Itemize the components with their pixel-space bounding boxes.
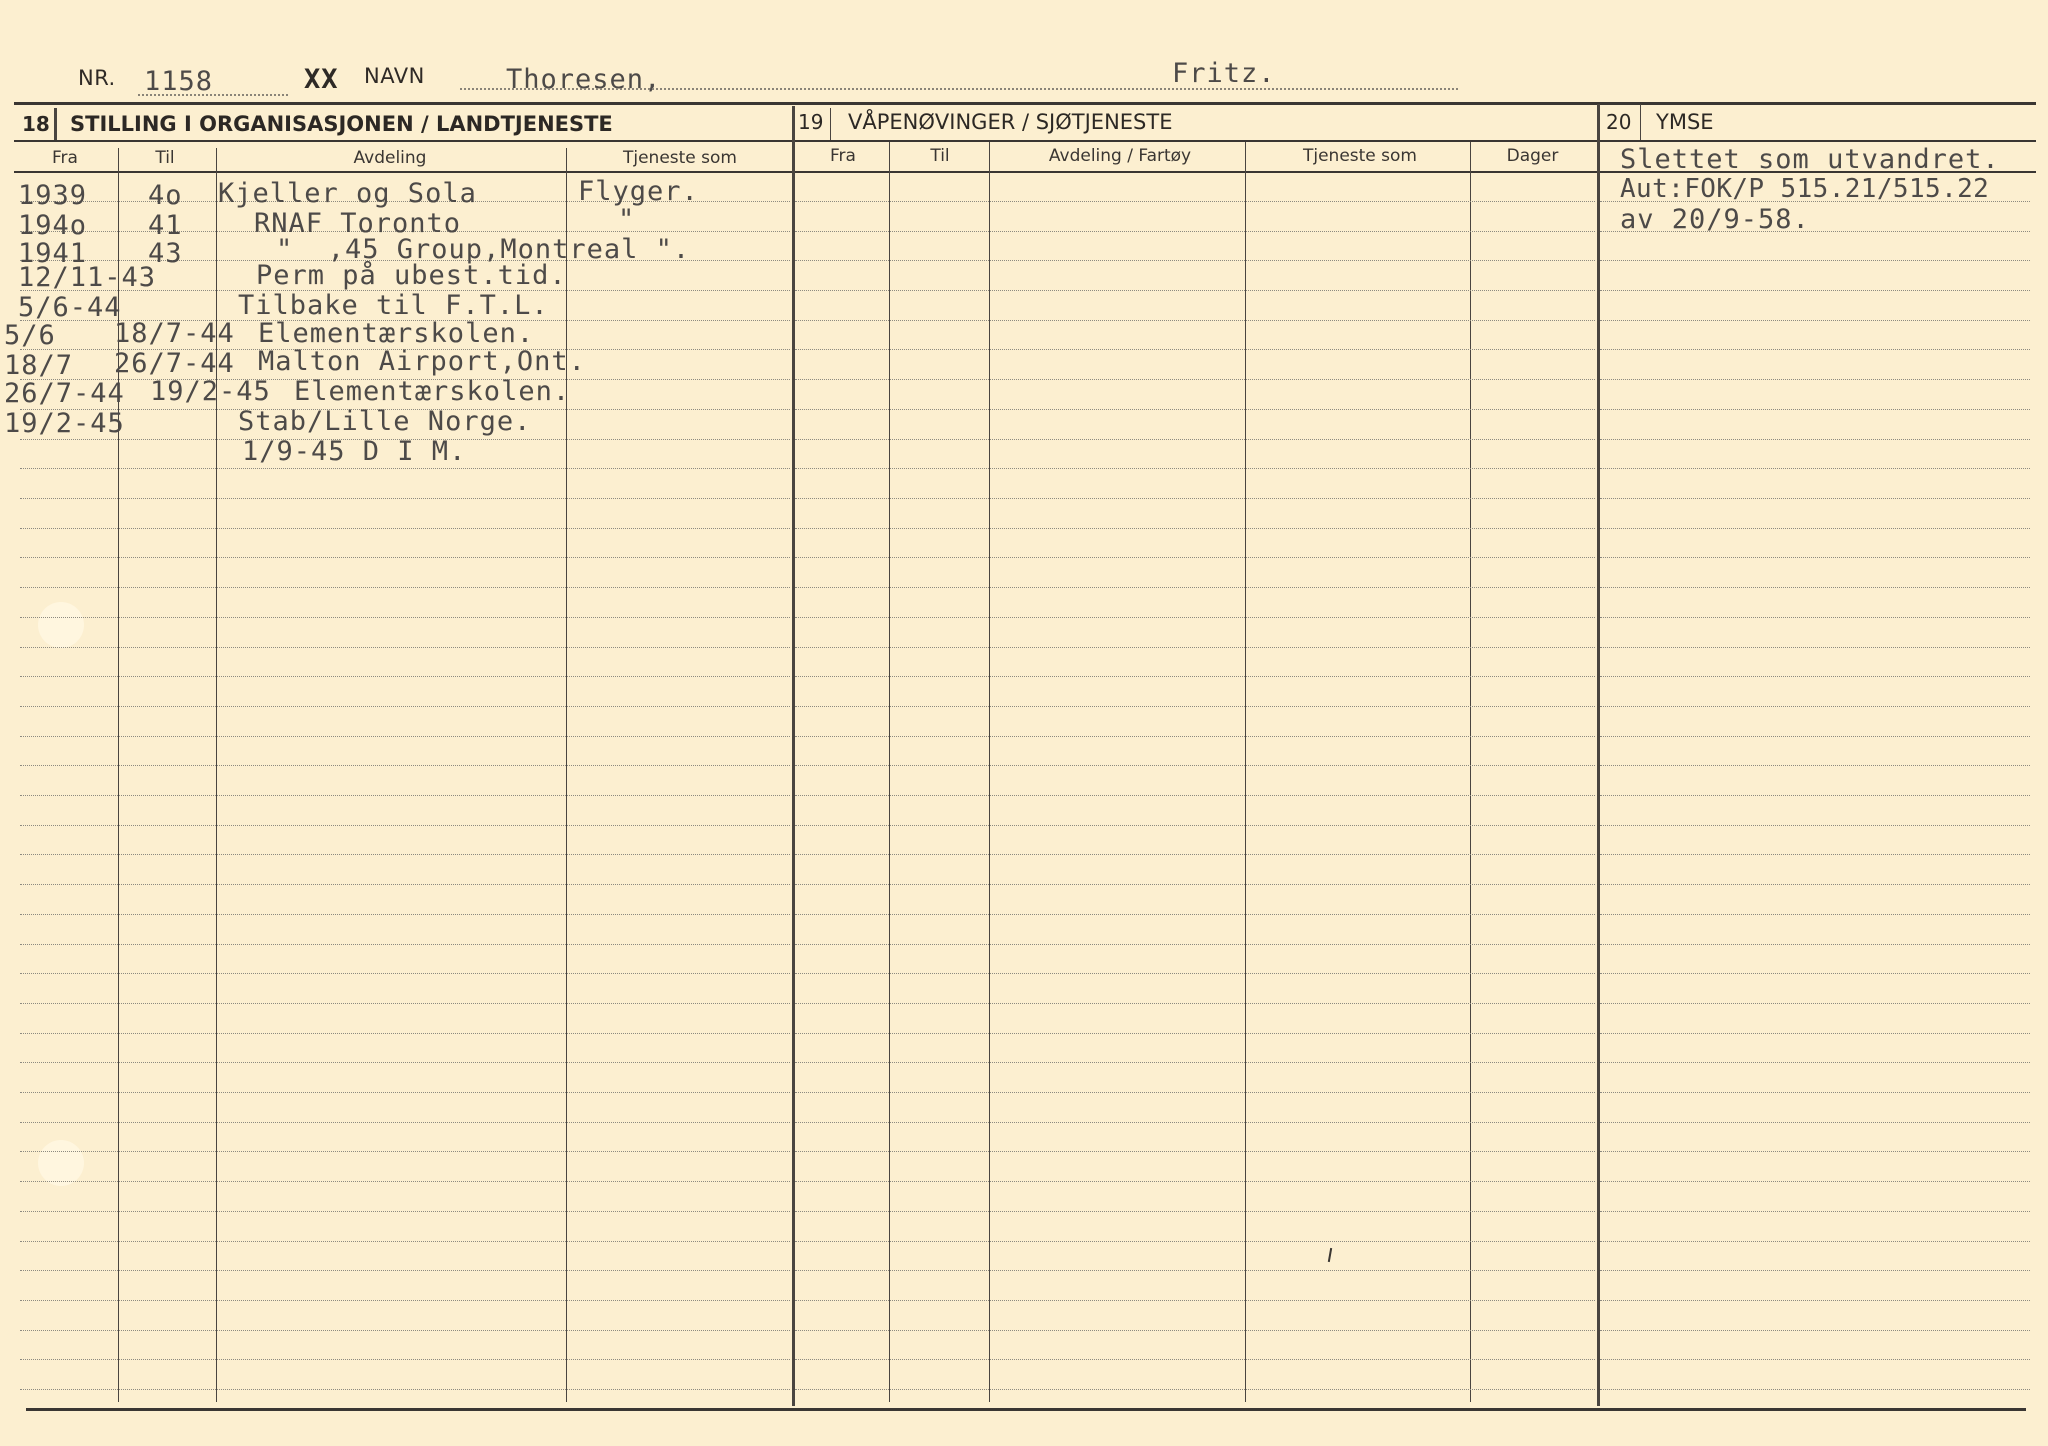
ruled-row-line <box>795 349 1595 350</box>
s19-vline-4 <box>1470 142 1471 1402</box>
section20-number: 20 <box>1606 110 1632 134</box>
ruled-row-line <box>1600 884 2030 885</box>
ruled-row-line <box>1600 1389 2030 1390</box>
ruled-row-line <box>1600 1181 2030 1182</box>
ruled-row-line <box>20 1062 790 1063</box>
s19-col-fra: Fra <box>830 146 856 166</box>
ruled-row-line <box>20 528 790 529</box>
ruled-row-line <box>1600 1092 2030 1093</box>
ruled-row-line <box>1600 320 2030 321</box>
ruled-row-line <box>20 1300 790 1301</box>
ruled-row-line <box>795 914 1595 915</box>
ruled-row-line <box>20 884 790 885</box>
s18-row-1-til: 41 <box>148 210 183 241</box>
given-name: Fritz. <box>1172 58 1276 89</box>
ruled-row-line <box>20 854 790 855</box>
ruled-row-line <box>1600 1062 2030 1063</box>
ruled-row-line <box>795 1359 1595 1360</box>
ruled-row-line <box>795 647 1595 648</box>
ruled-row-line <box>795 1241 1595 1242</box>
ruled-row-line <box>795 409 1595 410</box>
surname: Thoresen, <box>506 64 662 95</box>
s18-row-3-fra: 12/11-43 <box>18 262 157 293</box>
ruled-row-line <box>795 468 1595 469</box>
ruled-row-line <box>1600 1359 2030 1360</box>
ruled-row-line <box>795 617 1595 618</box>
ruled-row-line <box>1600 1151 2030 1152</box>
s18-col-tjeneste: Tjeneste som <box>622 148 737 168</box>
s19-vline-3 <box>1245 142 1246 1402</box>
s20-line-2: av 20/9-58. <box>1620 204 1810 235</box>
s18-row-0-fra: 1939 <box>18 180 88 211</box>
ruled-row-line <box>20 1270 790 1271</box>
s19-col-til: Til <box>930 146 950 166</box>
section-title-rule <box>14 140 2036 142</box>
ruled-row-line <box>20 1003 790 1004</box>
section19-title: VÅPENØVINGER / SJØTJENESTE <box>848 110 1173 134</box>
ruled-row-line <box>1600 349 2030 350</box>
ruled-row-line <box>20 973 790 974</box>
ruled-row-line <box>1600 706 2030 707</box>
nr-dotline <box>138 94 288 96</box>
ruled-row-line <box>1600 1211 2030 1212</box>
ruled-row-line <box>795 973 1595 974</box>
section19-number: 19 <box>798 110 824 134</box>
ruled-row-line <box>1600 1033 2030 1034</box>
ruled-row-line <box>20 736 790 737</box>
ruled-row-line <box>20 647 790 648</box>
ruled-row-line <box>795 1300 1595 1301</box>
s18-row-6-avdeling: Malton Airport,Ont. <box>258 346 586 377</box>
s18-row-9-avdeling: 1/9-45 D I M. <box>242 436 467 467</box>
ruled-row-line <box>1600 1122 2030 1123</box>
ruled-row-line <box>1600 290 2030 291</box>
ruled-row-line <box>795 736 1595 737</box>
ruled-row-line <box>795 587 1595 588</box>
ruled-row-line <box>20 498 790 499</box>
ruled-row-line <box>1600 528 2030 529</box>
section18-number-divider <box>54 108 57 140</box>
top-rule <box>14 102 2036 105</box>
section18-title: STILLING I ORGANISASJONEN / LANDTJENESTE <box>70 112 613 136</box>
ruled-row-line <box>20 1211 790 1212</box>
xx-mark: XX <box>304 64 339 95</box>
s18-row-6-til: 26/7-44 <box>114 348 235 379</box>
s18-row-5-til: 18/7-44 <box>114 318 235 349</box>
ruled-row-line <box>1600 854 2030 855</box>
s18-row-2-fra: 1941 <box>18 238 88 269</box>
s18-row-2-avdeling: " ,45 Group,Montreal ". <box>276 234 691 265</box>
s18-row-5-fra: 5/6 <box>4 320 56 351</box>
ruled-row-line <box>795 1330 1595 1331</box>
ruled-row-line <box>20 1151 790 1152</box>
s18-row-5-avdeling: Elementærskolen. <box>258 318 535 349</box>
ruled-row-line <box>20 1389 790 1390</box>
ruled-row-line <box>1600 825 2030 826</box>
ruled-row-line <box>20 1359 790 1360</box>
s18-row-7-avdeling: Elementærskolen. <box>294 376 571 407</box>
ruled-row-line <box>20 944 790 945</box>
ruled-row-line <box>795 1211 1595 1212</box>
ruled-row-line <box>20 825 790 826</box>
ruled-row-line <box>1600 409 2030 410</box>
s18-row-4-avdeling: Tilbake til F.T.L. <box>238 290 549 321</box>
s18-col-til: Til <box>155 148 175 168</box>
ruled-row-line <box>20 587 790 588</box>
ruled-row-line <box>795 765 1595 766</box>
ruled-row-line <box>20 617 790 618</box>
s18-vline-3 <box>566 148 567 1402</box>
ruled-row-line <box>1600 587 2030 588</box>
s18-row-1-fra: 194o <box>18 210 88 241</box>
ruled-row-line <box>795 825 1595 826</box>
s18-row-7-fra: 26/7-44 <box>4 378 125 409</box>
ruled-row-line <box>1600 914 2030 915</box>
ruled-row-line <box>795 320 1595 321</box>
ruled-row-line <box>795 201 1595 202</box>
ruled-row-line <box>795 1270 1595 1271</box>
ruled-row-line <box>1600 557 2030 558</box>
s18-row-0-tjeneste: Flyger. <box>578 176 699 207</box>
ruled-row-line <box>795 944 1595 945</box>
s18-row-6-fra: 18/7 <box>4 350 74 381</box>
ruled-row-line <box>20 1241 790 1242</box>
ruled-row-line <box>1600 1300 2030 1301</box>
ruled-row-line <box>795 1003 1595 1004</box>
ruled-row-line <box>1600 1270 2030 1271</box>
s18-col-fra: Fra <box>52 148 78 168</box>
nr-label: NR. <box>78 66 116 90</box>
stray-ink-mark <box>1328 1248 1332 1262</box>
navn-label: NAVN <box>364 64 425 88</box>
ruled-row-line <box>795 260 1595 261</box>
s18-row-7-til: 19/2-45 <box>150 376 271 407</box>
ruled-row-line <box>1600 944 2030 945</box>
ruled-row-line <box>795 1062 1595 1063</box>
s19-col-dager: Dager <box>1506 146 1559 166</box>
ruled-row-line <box>1600 439 2030 440</box>
ruled-row-line <box>795 290 1595 291</box>
ruled-row-line <box>20 557 790 558</box>
ruled-row-line <box>795 1151 1595 1152</box>
ruled-row-line <box>20 795 790 796</box>
s19-vline-2 <box>989 142 990 1402</box>
ruled-row-line <box>795 1389 1595 1390</box>
section18-number: 18 <box>22 112 50 136</box>
ruled-row-line <box>20 468 790 469</box>
s18-row-0-til: 4o <box>148 180 183 211</box>
section20-title: YMSE <box>1656 110 1714 134</box>
ruled-row-line <box>20 1330 790 1331</box>
punch-hole-lower <box>38 1140 84 1186</box>
ruled-row-line <box>795 379 1595 380</box>
section19-number-divider <box>830 108 831 140</box>
navn-dotline <box>460 88 1458 90</box>
ruled-row-line <box>20 1122 790 1123</box>
nr-value: 1158 <box>144 66 214 97</box>
ruled-row-line <box>1600 1241 2030 1242</box>
ruled-row-line <box>1600 498 2030 499</box>
ruled-row-line <box>1600 379 2030 380</box>
ruled-row-line <box>20 1033 790 1034</box>
s18-row-1-tjeneste: " <box>618 204 636 235</box>
ruled-row-line <box>795 528 1595 529</box>
ruled-row-line <box>795 439 1595 440</box>
ruled-row-line <box>1600 736 2030 737</box>
ruled-row-line <box>20 676 790 677</box>
ruled-row-line <box>20 1092 790 1093</box>
ruled-row-line <box>1600 260 2030 261</box>
ruled-row-line <box>795 1092 1595 1093</box>
s20-line-0: Slettet som utvandret. <box>1620 144 2000 175</box>
ruled-row-line <box>20 1181 790 1182</box>
ruled-row-line <box>1600 1003 2030 1004</box>
ruled-row-line <box>795 231 1595 232</box>
ruled-row-line <box>795 676 1595 677</box>
ruled-row-line <box>795 1181 1595 1182</box>
ruled-row-line <box>795 854 1595 855</box>
ruled-row-line <box>795 884 1595 885</box>
s19-col-tjeneste: Tjeneste som <box>1302 146 1417 166</box>
ruled-row-line <box>1600 617 2030 618</box>
s18-row-0-avdeling: Kjeller og Sola <box>218 178 477 209</box>
s18-row-8-fra: 19/2-45 <box>4 408 125 439</box>
ruled-row-line <box>795 498 1595 499</box>
ruled-row-line <box>795 1122 1595 1123</box>
s18-row-1-avdeling: RNAF Toronto <box>254 208 462 239</box>
s19-col-avdeling: Avdeling / Fartøy <box>1048 146 1192 166</box>
section20-number-divider <box>1640 104 1641 140</box>
ruled-row-line <box>795 1033 1595 1034</box>
ruled-row-line <box>1600 973 2030 974</box>
ruled-row-line <box>1600 795 2030 796</box>
s18-row-2-til: 43 <box>148 238 183 269</box>
ruled-row-line <box>1600 647 2030 648</box>
s19-vline-1 <box>889 142 890 1402</box>
s18-col-avdeling: Avdeling <box>353 148 427 168</box>
ruled-row-line <box>1600 468 2030 469</box>
ruled-row-line <box>20 914 790 915</box>
ruled-row-line <box>20 765 790 766</box>
s20-line-1: Aut:FOK/P 515.21/515.22 <box>1620 174 1990 204</box>
bottom-rule <box>26 1408 2026 1411</box>
ruled-row-line <box>1600 1330 2030 1331</box>
s18-row-3-avdeling: Perm på ubest.tid. <box>256 260 567 291</box>
ruled-row-line <box>20 706 790 707</box>
ruled-row-line <box>795 795 1595 796</box>
s18-row-8-avdeling: Stab/Lille Norge. <box>238 406 532 437</box>
ruled-row-line <box>1600 765 2030 766</box>
ruled-row-line <box>795 706 1595 707</box>
ruled-row-line <box>795 557 1595 558</box>
punch-hole-upper <box>38 602 84 648</box>
ruled-row-line <box>1600 676 2030 677</box>
s18-row-4-fra: 5/6-44 <box>18 292 122 323</box>
